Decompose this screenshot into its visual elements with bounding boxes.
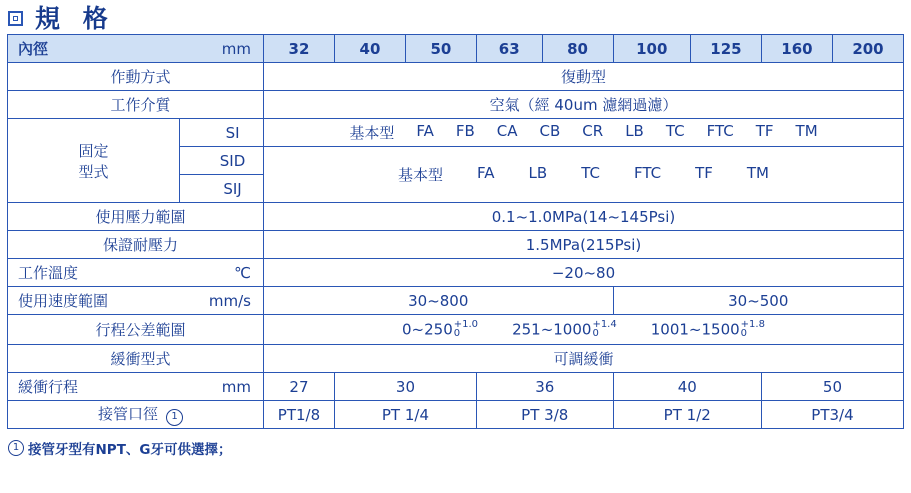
speed-label-cell [8, 287, 264, 315]
port-size-value: PT 3/8 [476, 401, 613, 429]
stroke-tolerance-label: 行程公差範圍 [8, 315, 264, 345]
mounting-label-line1: 固定 [78, 141, 109, 160]
temperature-label-cell [8, 259, 264, 287]
port-size-label: 接管口徑 [97, 405, 158, 423]
footnote-text: 接管牙型有NPT、G牙可供選擇； [28, 442, 232, 458]
mounting-si-options [263, 119, 903, 147]
bore-value: 63 [476, 35, 542, 63]
mounting-option: LB [528, 164, 548, 182]
speed-value: 30~800 [263, 287, 613, 315]
stroke-range: 251~1000 [512, 320, 592, 338]
mounting-label-line2: 型式 [78, 162, 109, 181]
table-row-cushion-stroke [8, 373, 904, 401]
mounting-option: FB [455, 122, 475, 140]
cushion-type-value: 可調緩衝 [263, 345, 903, 373]
table-row-port-size [8, 401, 904, 429]
action-type-value: 復動型 [263, 63, 903, 91]
mounting-type-si: SI [180, 119, 264, 147]
bore-unit: mm [221, 39, 251, 58]
mounting-option: FA [477, 164, 495, 182]
stroke-plus: +1.8 [740, 318, 765, 330]
mounting-option: CR [582, 122, 604, 140]
table-row-cushion-type [8, 345, 904, 373]
stroke-plus: +1.0 [453, 318, 479, 330]
mounting-option: LB [625, 122, 644, 140]
bore-value: 125 [690, 35, 761, 63]
footnote-marker-icon: 1 [8, 440, 24, 456]
mounting-option: CA [496, 122, 518, 140]
cushion-stroke-value: 50 [761, 373, 903, 401]
mounting-label-cell [8, 119, 180, 203]
bore-value: 200 [832, 35, 903, 63]
stroke-range: 0~250 [402, 320, 453, 338]
table-row-proof-pressure [8, 231, 904, 259]
mounting-option: FTC [633, 164, 662, 182]
pressure-range-value: 0.1~1.0MPa(14~145Psi) [263, 203, 903, 231]
cushion-stroke-label-cell [8, 373, 264, 401]
stroke-minus: 0 [592, 328, 599, 339]
action-type-label: 作動方式 [8, 63, 264, 91]
temperature-label: 工作溫度 [18, 264, 79, 282]
cushion-stroke-value: 30 [334, 373, 476, 401]
proof-pressure-label: 保證耐壓力 [8, 231, 264, 259]
cushion-stroke-unit: mm [221, 377, 251, 396]
mounting-type-sid: SID [180, 147, 264, 175]
table-row-action-type [8, 63, 904, 91]
bore-value: 80 [542, 35, 613, 63]
bore-value: 100 [613, 35, 690, 63]
speed-value: 30~500 [613, 287, 903, 315]
table-row-mounting-si [8, 119, 904, 147]
mounting-option: FA [416, 122, 434, 140]
port-size-value: PT1/8 [263, 401, 334, 429]
mounting-option: TM [795, 122, 818, 140]
table-row-stroke-tolerance [8, 315, 904, 345]
mounting-option: TF [695, 164, 713, 182]
stroke-tolerance-item [651, 320, 765, 340]
port-size-value: PT3/4 [761, 401, 903, 429]
cushion-type-label: 緩衝型式 [8, 345, 264, 373]
table-row-medium [8, 91, 904, 119]
bore-value: 40 [334, 35, 405, 63]
port-size-value: PT 1/4 [334, 401, 476, 429]
stroke-minus: 0 [740, 328, 748, 339]
stroke-plus: +1.4 [592, 318, 617, 330]
bore-value: 32 [263, 35, 334, 63]
mounting-type-sij: SIJ [180, 175, 264, 203]
stroke-tolerance-values [263, 315, 903, 345]
mounting-option: TC [665, 122, 685, 140]
stroke-tolerance-item [402, 320, 478, 340]
cushion-stroke-value: 27 [263, 373, 334, 401]
page-title-text: 規 格 [35, 3, 115, 33]
pressure-range-label: 使用壓力範圍 [8, 203, 264, 231]
speed-label: 使用速度範圍 [18, 292, 109, 310]
medium-value: 空氣（經 40um 濾網過濾） [263, 91, 903, 119]
bore-value: 160 [761, 35, 832, 63]
mounting-option: 基本型 [398, 166, 444, 184]
page-title [0, 0, 911, 34]
stroke-tolerance-item [512, 320, 617, 340]
mounting-option: TM [746, 164, 769, 182]
mounting-option: TC [581, 164, 600, 182]
square-bullet-icon [8, 11, 23, 26]
temperature-value: −20~80 [263, 259, 903, 287]
port-size-value: PT 1/2 [613, 401, 761, 429]
table-row-pressure-range [8, 203, 904, 231]
mounting-option: CB [539, 122, 561, 140]
footnote [8, 438, 911, 458]
cushion-stroke-value: 36 [476, 373, 613, 401]
bore-label: 內徑 [18, 40, 49, 58]
bore-value: 50 [405, 35, 476, 63]
mounting-option: TF [755, 122, 774, 140]
footnote-marker-icon: 1 [166, 409, 183, 426]
specification-table [7, 34, 904, 429]
table-row-speed-range [8, 287, 904, 315]
medium-label: 工作介質 [8, 91, 264, 119]
mounting-sid-options [263, 147, 903, 203]
table-row-temperature [8, 259, 904, 287]
port-size-label-cell [8, 401, 264, 429]
bore-label-cell [8, 35, 264, 63]
table-row-bore [8, 35, 904, 63]
stroke-minus: 0 [453, 328, 461, 339]
mounting-option: 基本型 [349, 124, 395, 142]
temperature-unit: ℃ [234, 263, 251, 282]
stroke-range: 1001~1500 [650, 320, 740, 338]
proof-pressure-value: 1.5MPa(215Psi) [263, 231, 903, 259]
speed-unit: mm/s [208, 291, 251, 310]
cushion-stroke-label: 緩衝行程 [18, 378, 79, 396]
cushion-stroke-value: 40 [613, 373, 761, 401]
mounting-option: FTC [706, 122, 734, 140]
